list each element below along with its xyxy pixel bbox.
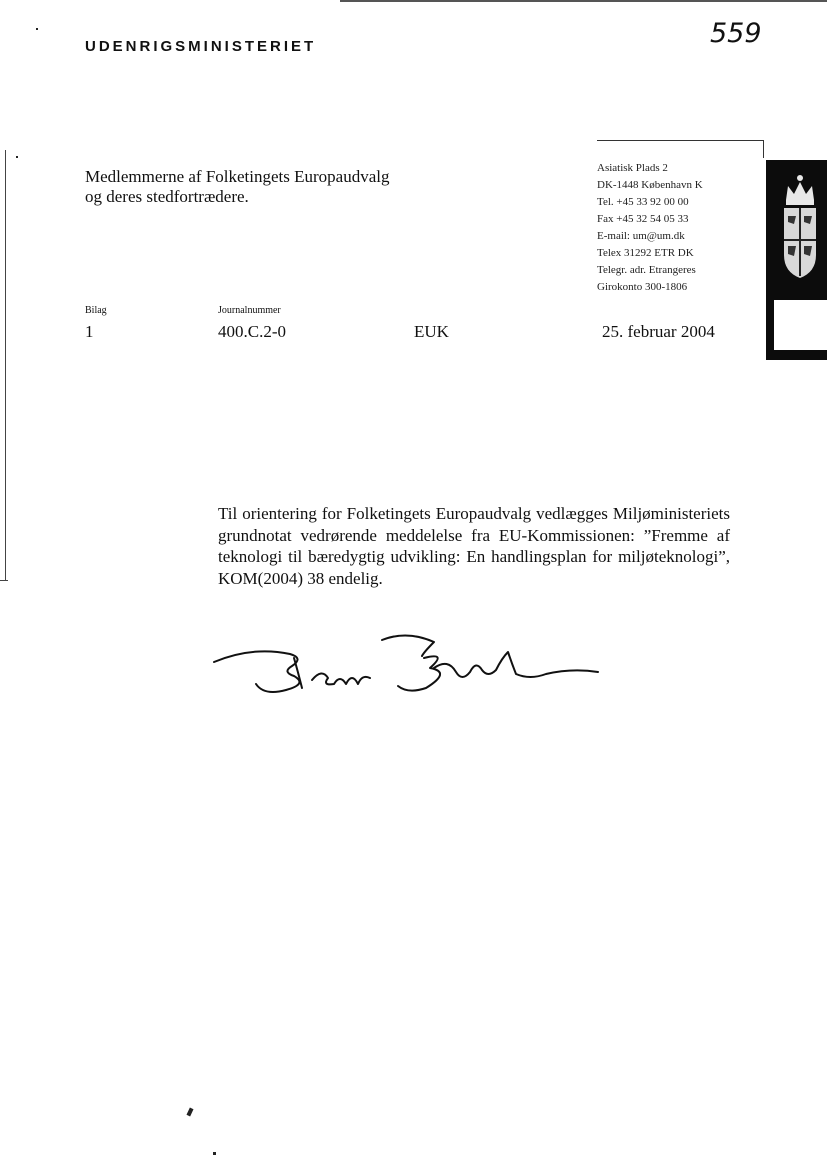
address-rule <box>597 140 764 141</box>
letter-date: 25. februar 2004 <box>602 322 715 341</box>
scan-margin-tick <box>0 580 8 581</box>
address-line: Girokonto 300-1806 <box>597 281 688 293</box>
address-line: DK-1448 København K <box>597 179 703 191</box>
journal-label: Journalnummer <box>218 305 281 316</box>
recipient <box>85 167 390 207</box>
recipient-line-1: Medlemmerne af Folketingets Europaudvalg <box>85 167 390 186</box>
bilag-value: 1 <box>85 322 94 341</box>
address-rule-tick <box>763 140 764 158</box>
address-line: Asiatisk Plads 2 <box>597 162 668 174</box>
address-line: Telegr. adr. Etrangeres <box>597 264 696 276</box>
office-code: EUK <box>414 322 449 341</box>
scan-speck <box>16 156 18 158</box>
recipient-line-2: og deres stedfortrædere. <box>85 187 249 206</box>
sender-address <box>597 160 703 296</box>
scan-edge-line <box>340 0 827 2</box>
page-number: 559 <box>710 18 762 49</box>
scan-speck <box>186 1108 193 1117</box>
address-line: Tel. +45 33 92 00 00 <box>597 196 689 208</box>
address-line: Fax +45 32 54 05 33 <box>597 213 689 225</box>
scan-speck <box>213 1152 216 1155</box>
royal-crest-logo <box>766 160 827 360</box>
bilag-label: Bilag <box>85 305 107 316</box>
journal-value: 400.C.2-0 <box>218 322 286 341</box>
address-line: Telex 31292 ETR DK <box>597 247 694 259</box>
letter-body: Til orientering for Folketingets Europaudvalg vedlægges Miljøministeriets grundnotat vedrørende meddelelse fra EU-Kommissionen: ”Fremme af teknologi til bæredygtig udvikling: En handlingsplan for miljøteknologi”, KOM(2004) 38 endelig. <box>218 504 730 588</box>
scan-speck <box>36 28 38 30</box>
crest-icon <box>766 160 827 360</box>
address-line: E-mail: um@um.dk <box>597 230 685 242</box>
scan-margin-line <box>5 150 6 580</box>
ministry-name: UDENRIGSMINISTERIET <box>85 38 317 55</box>
signature <box>212 628 612 713</box>
handwritten-signature-icon <box>212 628 612 708</box>
